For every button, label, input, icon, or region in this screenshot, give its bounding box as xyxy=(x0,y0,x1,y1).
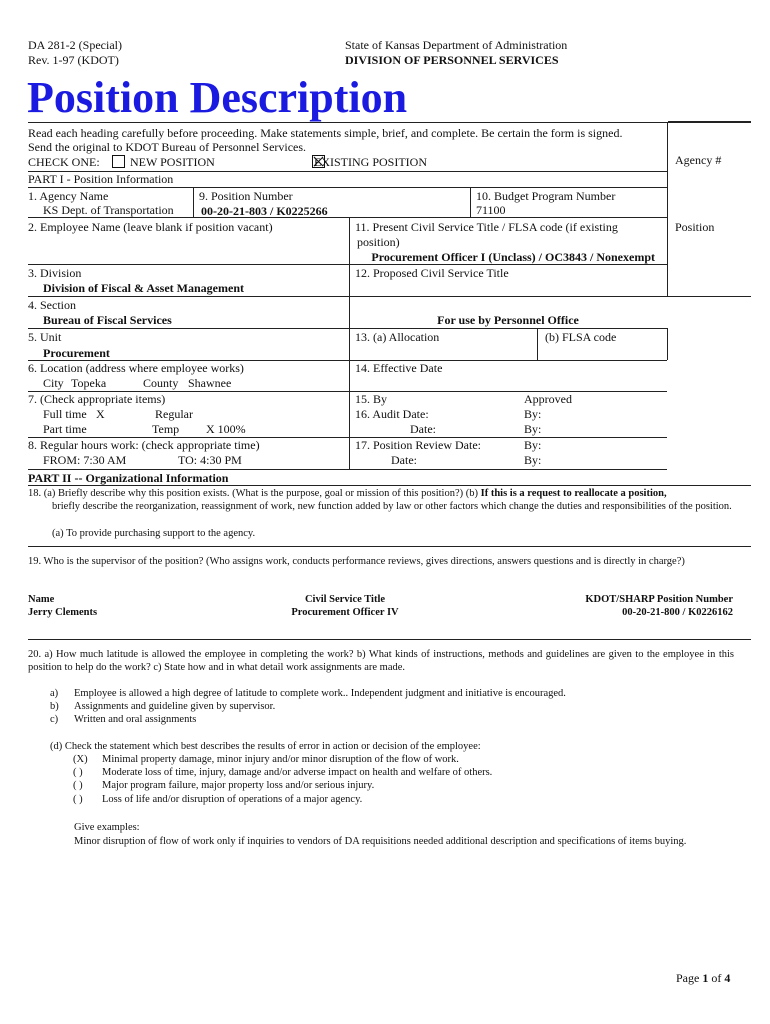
full-time-mark: X xyxy=(96,407,105,421)
option-2-text: Moderate loss of time, injury, damage and/or adverse impact on health and welfare of others. xyxy=(102,767,493,778)
form-revision: Rev. 1-97 (KDOT) xyxy=(28,53,119,67)
location-label: 6. Location (address where employee works) xyxy=(28,361,244,375)
option-1-text: Minimal property damage, minor injury and/or minor disruption of the flow of work. xyxy=(102,754,459,765)
check-one-label: CHECK ONE: xyxy=(28,155,100,169)
page-indicator: Page 1 of 4 xyxy=(676,971,731,985)
division-label: 3. Division xyxy=(28,266,82,280)
city-value: Topeka xyxy=(71,376,107,390)
approved-label: Approved xyxy=(524,392,572,406)
existing-position-label: EXISTING POSITION xyxy=(314,155,427,169)
division-heading: DIVISION OF PERSONNEL SERVICES xyxy=(345,53,559,67)
city-label: City xyxy=(43,376,64,390)
form-id: DA 281-2 (Special) xyxy=(28,38,122,52)
supervisor-name-label: Name xyxy=(28,594,55,605)
examples-label: Give examples: xyxy=(74,822,140,833)
option-2-mark[interactable]: ( ) xyxy=(73,767,83,778)
option-4-text: Loss of life and/or disruption of operations of a major agency. xyxy=(102,794,363,805)
agency-line: State of Kansas Department of Administration xyxy=(345,38,568,52)
by-label: 15. By xyxy=(355,392,388,406)
option-4-mark[interactable]: ( ) xyxy=(73,794,83,805)
answer-c-key: c) xyxy=(50,714,59,725)
division-value: Division of Fiscal & Asset Management xyxy=(43,281,244,295)
question-19: 19. Who is the supervisor of the position? (Who assigns work, conducts performance reviews, gives directions, answers questions and is directly in charge?) xyxy=(28,556,685,567)
full-time-label: Full time xyxy=(43,407,87,421)
unit-label: 5. Unit xyxy=(28,330,62,344)
position-number-value: 00-20-21-803 / K0225266 xyxy=(201,204,328,218)
supervisor-title: Procurement Officer IV xyxy=(291,607,399,618)
agency-name-label: 1. Agency Name xyxy=(28,189,109,203)
answer-b-key: b) xyxy=(50,701,59,712)
county-value: Shawnee xyxy=(188,376,232,390)
hours-to: TO: 4:30 PM xyxy=(178,453,242,467)
question-20d: (d) Check the statement which best describes the results of error in action or decision of the employee: xyxy=(50,741,481,752)
temp-mark: X 100% xyxy=(206,422,246,436)
county-label: County xyxy=(143,376,179,390)
position-side-label: Position xyxy=(675,220,715,234)
review-date-label: 17. Position Review Date: xyxy=(355,438,481,452)
hours-from: FROM: 7:30 AM xyxy=(43,453,127,467)
flsa-code-label: (b) FLSA code xyxy=(545,330,617,344)
section-value: Bureau of Fiscal Services xyxy=(43,313,172,327)
budget-program-value: 71100 xyxy=(476,203,506,217)
question-20: 20. a) How much latitude is allowed the employee in completing the work? b) What kinds of instructions, methods and guidelines are given to the employee in this position to help do the work? c) State how and in what detail work assignments are made. xyxy=(28,649,734,673)
review-by-label-2: By: xyxy=(524,453,542,467)
answer-c: Written and oral assignments xyxy=(74,714,197,725)
question-18-answer: (a) To provide purchasing support to the agency. xyxy=(52,528,256,539)
supervisor-position-number: 00-20-21-800 / K0226162 xyxy=(622,607,733,618)
supervisor-name: Jerry Clements xyxy=(28,607,98,618)
temp-label: Temp xyxy=(152,422,180,436)
cs-title-label-1: 11. Present Civil Service Title / FLSA code (if existing xyxy=(355,220,618,234)
part1-heading: PART I - Position Information xyxy=(28,172,174,186)
audit-date-sub-label: Date: xyxy=(410,422,436,436)
answer-a-key: a) xyxy=(50,688,59,699)
hours-label: 8. Regular hours work: (check appropriate time) xyxy=(28,438,260,452)
effective-date-label: 14. Effective Date xyxy=(355,361,443,375)
instructions-line-1: Read each heading carefully before proceeding. Make statements simple, brief, and complete. Be certain the form is signed. xyxy=(28,126,623,140)
agency-name-value: KS Dept. of Transportation xyxy=(43,203,174,217)
part-time-label: Part time xyxy=(43,422,87,436)
new-position-checkbox[interactable] xyxy=(112,155,125,168)
position-number-label: 9. Position Number xyxy=(199,189,293,203)
page-title: Position Description xyxy=(27,73,408,122)
option-1-mark[interactable]: (X) xyxy=(73,754,88,765)
employee-name-label: 2. Employee Name (leave blank if position vacant) xyxy=(28,220,273,234)
office-use-heading: For use by Personnel Office xyxy=(437,313,579,327)
audit-by-label: By: xyxy=(524,407,542,421)
regular-label: Regular xyxy=(155,407,193,421)
agency-number-label: Agency # xyxy=(675,153,722,167)
cs-title-value: Procurement Officer I (Unclass) / OC3843 / Nonexempt xyxy=(371,250,655,264)
proposed-title-label: 12. Proposed Civil Service Title xyxy=(355,266,509,280)
audit-by-label-2: By: xyxy=(524,422,542,436)
check-items-label: 7. (Check appropriate items) xyxy=(28,392,166,406)
audit-date-label: 16. Audit Date: xyxy=(355,407,429,421)
instructions-line-2: Send the original to KDOT Bureau of Personnel Services. xyxy=(28,140,307,154)
part2-heading: PART II -- Organizational Information xyxy=(28,471,229,485)
supervisor-position-label: KDOT/SHARP Position Number xyxy=(585,594,733,605)
question-18: 18. (a) Briefly describe why this position exists. (What is the purpose, goal or mission of this position?) (b) If this is a request to reallocate a position, briefly describe the reorganization, reassignment of work, new function added by law or other factors which change the duties and responsibilities of the position. xyxy=(28,488,732,512)
budget-program-label: 10. Budget Program Number xyxy=(476,189,616,203)
answer-b: Assignments and guideline given by supervisor. xyxy=(74,701,276,712)
new-position-label: NEW POSITION xyxy=(130,155,215,169)
supervisor-title-label: Civil Service Title xyxy=(304,594,386,605)
examples-text: Minor disruption of flow of work only if inquiries to vendors of DA requisitions needed additional description and specifications of items buying. xyxy=(74,836,687,847)
option-3-text: Major program failure, major property loss and/or serious injury. xyxy=(102,780,375,791)
review-date-sub-label: Date: xyxy=(391,453,417,467)
review-by-label: By: xyxy=(524,438,542,452)
section-label: 4. Section xyxy=(28,298,76,312)
answer-a: Employee is allowed a high degree of latitude to complete work.. Independent judgment and initiative is encouraged. xyxy=(74,688,566,699)
option-3-mark[interactable]: ( ) xyxy=(73,780,83,791)
unit-value: Procurement xyxy=(43,346,110,360)
allocation-label: 13. (a) Allocation xyxy=(355,330,440,344)
cs-title-label-2: position) xyxy=(357,235,400,249)
